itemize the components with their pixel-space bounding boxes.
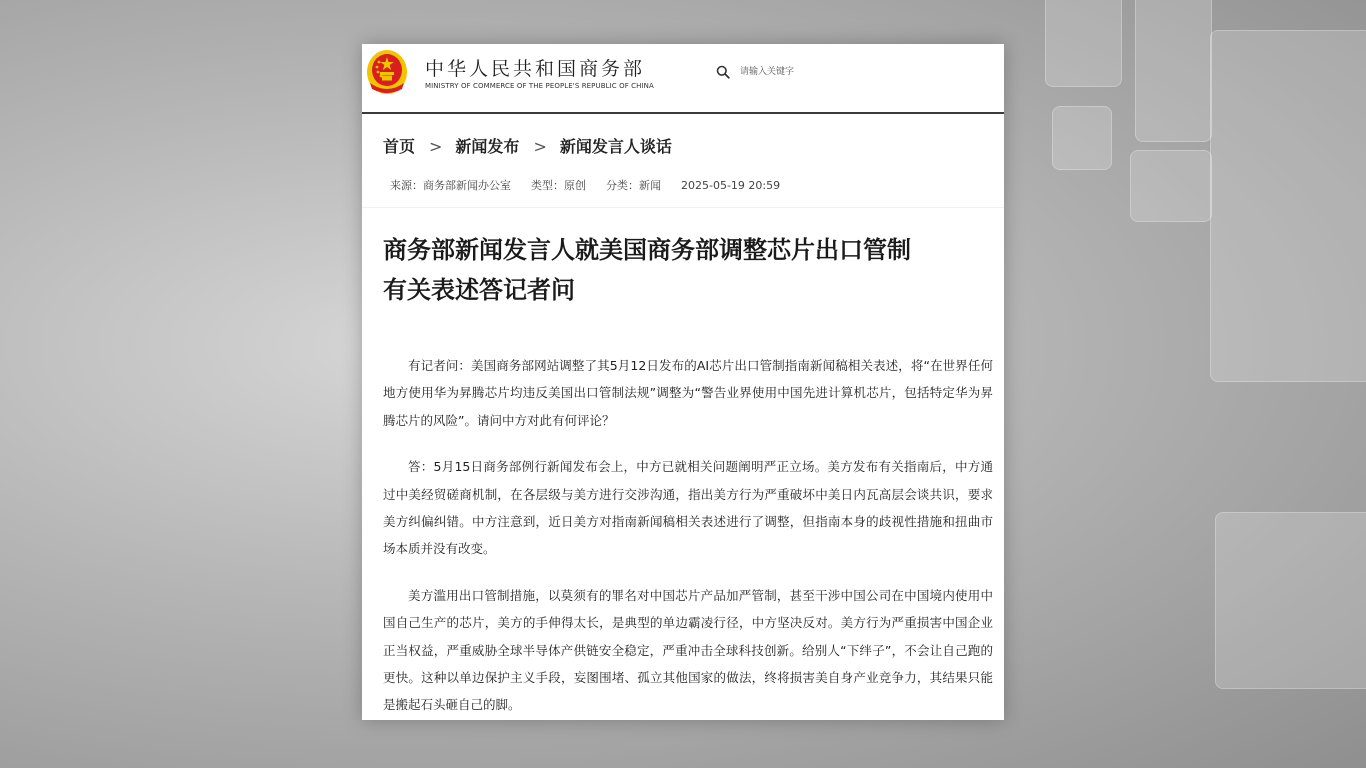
search-icon[interactable]: [716, 64, 730, 78]
meta-type: 类型：原创: [531, 179, 586, 192]
breadcrumb-spokesperson-remarks[interactable]: 新闻发言人谈话: [559, 137, 672, 156]
breadcrumb-separator: >: [533, 137, 547, 156]
search-box: [712, 58, 1004, 84]
site-header: [362, 44, 1004, 114]
search-input[interactable]: [738, 60, 992, 84]
article-title: [383, 230, 983, 310]
meta-category: 分类：新闻: [606, 179, 661, 192]
background-tile: [1052, 106, 1112, 170]
meta-source: 来源：商务部新闻办公室: [390, 179, 511, 192]
site-name-english: MINISTRY OF COMMERCE OF THE PEOPLE'S REPUBLIC OF CHINA: [425, 82, 654, 90]
background-tile: [1130, 150, 1212, 222]
background-tile: [1045, 0, 1122, 87]
meta-datetime: 2025-05-19 20:59: [681, 179, 781, 192]
article-paragraph: 美方滥用出口管制措施，以莫须有的罪名对中国芯片产品加严管制，甚至干涉中国公司在中国境内使用中国自己生产的芯片，美方的手伸得太长，是典型的单边霸凌行径，中方坚决反对。美方行为严重损害中国企业正当权益，严重威胁全球半导体产供链安全稳定，严重冲击全球科技创新。给别人“下绊子”，不会让自己跑的更快。这种以单边保护主义手段，妄图围堵、孤立其他国家的做法，终将损害美自身产业竞争力，其结果只能是搬起石头砸自己的脚。: [383, 587, 993, 713]
article-paragraph: 答：5月15日商务部例行新闻发布会上，中方已就相关问题阐明严正立场。美方发布有关指南后，中方通过中美经贸磋商机制，在各层级与美方进行交涉沟通，指出美方行为严重破坏中美日内瓦高层会谈共识，要求美方纠偏纠错。中方注意到，近日美方对指南新闻稿相关表述进行了调整，但指南本身的歧视性措施和扭曲市场本质并没有改变。: [383, 459, 993, 557]
background-tile: [1215, 512, 1366, 689]
meta-divider: [362, 207, 1004, 208]
breadcrumb: [383, 134, 672, 157]
background-tile: [1210, 30, 1366, 382]
article-paragraph: 有记者问：美国商务部网站调整了其5月12日发布的AI芯片出口管制指南新闻稿相关表述，将“在世界任何地方使用华为昇腾芯片均违反美国出口管制法规”调整为“警告业界使用中国先进计算机芯片，包括特定华为昇腾芯片的风险”。请问中方对此有何评论？: [383, 358, 993, 428]
national-emblem-icon[interactable]: [366, 49, 408, 95]
background-tile: [1135, 0, 1212, 142]
article-page: [362, 44, 1004, 720]
breadcrumb-home[interactable]: 首页: [383, 137, 416, 156]
article-title-line: 商务部新闻发言人就美国商务部调整芯片出口管制: [383, 236, 911, 264]
article-title-line: 有关表述答记者问: [383, 276, 575, 304]
site-name[interactable]: 中华人民共和国商务部: [425, 58, 646, 80]
article-body: [383, 352, 993, 720]
article-meta: [390, 177, 800, 193]
breadcrumb-news-release[interactable]: 新闻发布: [455, 137, 520, 156]
breadcrumb-separator: >: [429, 137, 443, 156]
